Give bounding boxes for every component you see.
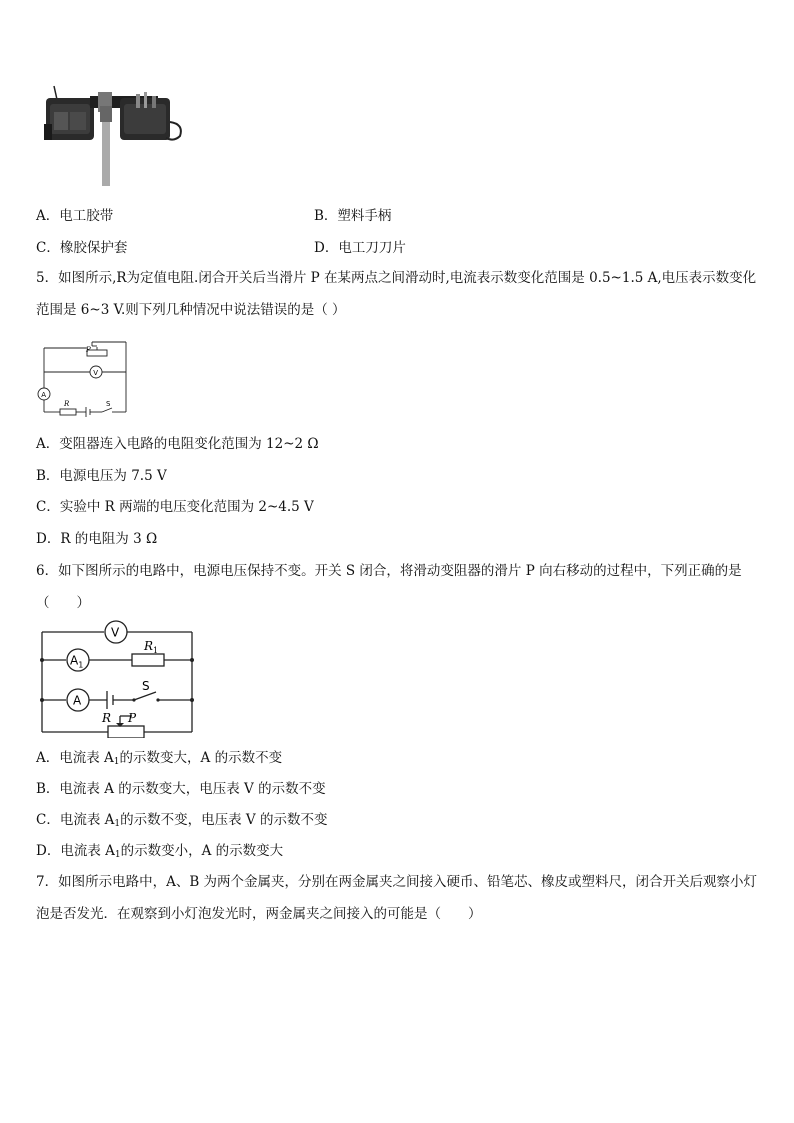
- tool-belt-photo: [40, 82, 190, 192]
- q6-option-b: B．电流表 A 的示数变大，电压表 V 的示数不变: [36, 781, 326, 797]
- q6-voltmeter-label: V: [111, 625, 120, 640]
- q4-option-b: B．塑料手柄: [314, 208, 392, 224]
- q5-ammeter-label: A: [41, 391, 47, 399]
- q5-switch-label: S: [106, 400, 111, 408]
- q5-option-b: B．电源电压为 7.5 V: [36, 468, 167, 484]
- q5-question: 5．如图所示,R为定值电阻.闭合开关后当滑片 P 在某两点之间滑动时,电流表示数变化范围是 0.5~1.5 A,电压表示数变化范围是 6~3 V.则下列几种情况中说法错误的是（ ）: [36, 270, 757, 318]
- q4-option-d: D．电工刀刀片: [314, 240, 406, 256]
- q6-ammeter1-label: $A_1$: [70, 653, 84, 670]
- q5-voltmeter-label: V: [93, 369, 99, 377]
- q6-resistor1-label: $R_1$: [144, 639, 159, 655]
- q6-circuit-diagram: [36, 620, 202, 738]
- q6-slider-label: P: [128, 711, 137, 725]
- q5-option-a: A．变阻器连入电路的电阻变化范围为 12~2 Ω: [36, 436, 319, 452]
- q6-switch-label: S: [142, 679, 150, 693]
- q6-option-c: C．电流表 $A_1$的示数不变，电压表 V 的示数不变: [36, 812, 328, 829]
- q5-resistor-label: R: [64, 400, 70, 408]
- q6-ammeter-label: A: [73, 693, 82, 708]
- q6-rheostat-label: R: [102, 711, 112, 725]
- q4-option-a: A．电工胶带: [36, 208, 114, 224]
- q6-question: 6．如下图所示的电路中，电源电压保持不变。开关 S 闭合，将滑动变阻器的滑片 P 向右移动的过程中，下列正确的是（ ）: [36, 563, 742, 611]
- q5-option-d: D．R 的电阻为 3 Ω: [36, 531, 158, 547]
- q4-option-c: C．橡胶保护套: [36, 240, 128, 256]
- q6-option-d: D．电流表 $A_1$的示数变小，A 的示数变大: [36, 843, 284, 860]
- q5-slider-label: P: [86, 346, 91, 354]
- q5-option-c: C．实验中 R 两端的电压变化范围为 2~4.5 V: [36, 499, 314, 515]
- q5-circuit-diagram: [36, 338, 132, 418]
- q7-question: 7．如图所示电路中，A、B 为两个金属夹，分别在两金属夹之间接入硬币、铅笔芯、橡皮或塑料尺，闭合开关后观察小灯泡是否发光．在观察到小灯泡发光时，两金属夹之间接入的可能是（ ）: [36, 874, 758, 922]
- q6-option-a: A．电流表 $A_1$的示数变大，A 的示数不变: [36, 750, 283, 767]
